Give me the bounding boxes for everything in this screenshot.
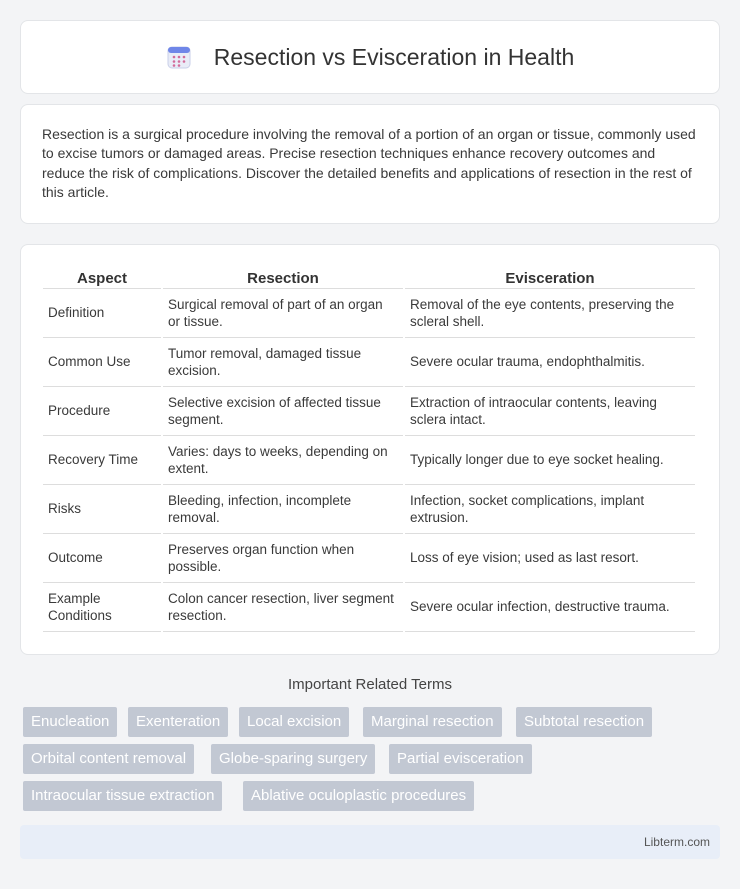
- tag-globe-sparing-surgery[interactable]: Globe-sparing surgery: [211, 744, 375, 774]
- cell-evisceration: Infection, socket complications, implant extrusion.: [405, 485, 695, 534]
- tag-subtotal-resection[interactable]: Subtotal resection: [516, 707, 652, 737]
- tag-enucleation[interactable]: Enucleation: [23, 707, 117, 737]
- header-evisceration: Evisceration: [405, 265, 695, 289]
- calendar-icon: [166, 44, 192, 70]
- table-row: [43, 387, 695, 436]
- table-row: [43, 534, 695, 583]
- tag-marginal-resection[interactable]: Marginal resection: [363, 707, 502, 737]
- cell-aspect: Common Use: [43, 338, 161, 387]
- cell-evisceration: Loss of eye vision; used as last resort.: [405, 534, 695, 583]
- cell-evisceration: Extraction of intraocular contents, leaving sclera intact.: [405, 387, 695, 436]
- related-terms-title: Important Related Terms: [288, 676, 452, 693]
- cell-resection: Selective excision of affected tissue segment.: [163, 387, 403, 436]
- table-row: [43, 436, 695, 485]
- intro-card: [20, 104, 720, 224]
- cell-aspect: Risks: [43, 485, 161, 534]
- comparison-table: [41, 265, 697, 632]
- comparison-card: [20, 244, 720, 655]
- table-row: [43, 485, 695, 534]
- table-row: [43, 338, 695, 387]
- cell-evisceration: Removal of the eye contents, preserving the scleral shell.: [405, 289, 695, 338]
- page-title: Resection vs Evisceration in Health: [213, 43, 575, 70]
- header-aspect: Aspect: [43, 265, 161, 289]
- cell-aspect: Outcome: [43, 534, 161, 583]
- cell-aspect: Definition: [43, 289, 161, 338]
- intro-text: Resection is a surgical procedure involving the removal of a portion of an organ or tissue, commonly used to excise tumors or damaged areas. Precise resection techniques enhance recovery outcomes and reduce the risk of complications. Discover the detailed benefits and applications of resection in the rest of this article.: [42, 126, 696, 201]
- header-card: [20, 20, 720, 94]
- table-body: [43, 289, 695, 632]
- table-row: [43, 289, 695, 338]
- cell-resection: Tumor removal, damaged tissue excision.: [163, 338, 403, 387]
- cell-resection: Colon cancer resection, liver segment resection.: [163, 583, 403, 632]
- tag-orbital-content-removal[interactable]: Orbital content removal: [23, 744, 194, 774]
- cell-aspect: Recovery Time: [43, 436, 161, 485]
- table-row: [43, 583, 695, 632]
- cell-aspect: Example Conditions: [43, 583, 161, 632]
- cell-evisceration: Severe ocular trauma, endophthalmitis.: [405, 338, 695, 387]
- cell-evisceration: Typically longer due to eye socket healing.: [405, 436, 695, 485]
- tag-local-excision[interactable]: Local excision: [239, 707, 349, 737]
- header-resection: Resection: [163, 265, 403, 289]
- cell-resection: Preserves organ function when possible.: [163, 534, 403, 583]
- tag-ablative-oculoplastic-procedures[interactable]: Ablative oculoplastic procedures: [243, 781, 474, 811]
- tag-intraocular-tissue-extraction[interactable]: Intraocular tissue extraction: [23, 781, 222, 811]
- cell-resection: Surgical removal of part of an organ or tissue.: [163, 289, 403, 338]
- tag-partial-evisceration[interactable]: Partial evisceration: [389, 744, 532, 774]
- cell-evisceration: Severe ocular infection, destructive trauma.: [405, 583, 695, 632]
- tag-exenteration[interactable]: Exenteration: [128, 707, 228, 737]
- table-header-row: [43, 265, 695, 289]
- cell-resection: Bleeding, infection, incomplete removal.: [163, 485, 403, 534]
- cell-resection: Varies: days to weeks, depending on extent.: [163, 436, 403, 485]
- footer: [20, 825, 720, 859]
- footer-site-link[interactable]: Libterm.com: [643, 835, 710, 849]
- cell-aspect: Procedure: [43, 387, 161, 436]
